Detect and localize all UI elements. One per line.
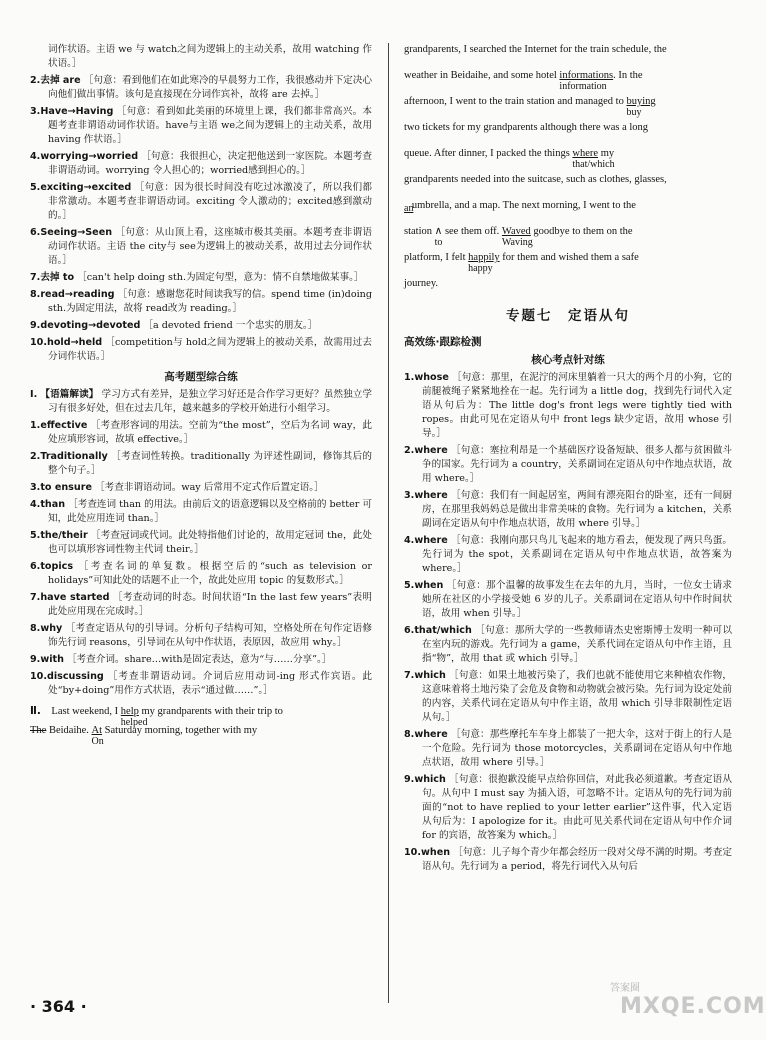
part1-lead bbox=[30, 388, 372, 416]
watermark-sub: 答案圈 bbox=[610, 983, 640, 994]
left-answer-item bbox=[30, 288, 372, 316]
left-answer-item-explanation: ［a devoted friend 一个忠实的朋友。］ bbox=[143, 320, 318, 331]
left-answer-item bbox=[30, 150, 372, 178]
part2-passage-start bbox=[30, 702, 372, 747]
left-answer-item-number: 10. bbox=[30, 337, 47, 348]
passage-line-10: journey. bbox=[404, 278, 439, 289]
left-answer-item-answer: 去掉 to bbox=[40, 272, 75, 283]
right-answer-item-answer: when bbox=[414, 580, 444, 591]
right-answer-item bbox=[404, 624, 732, 666]
passage-line-4: two tickets for my grandparents although there was a long bbox=[404, 122, 649, 133]
insertion-fix: to bbox=[434, 237, 443, 248]
correction-8 bbox=[468, 245, 500, 274]
passage-line-2b: . In the bbox=[613, 70, 643, 81]
right-answer-item-answer: whose bbox=[414, 372, 449, 383]
right-answer-item-explanation: ［句意：那里，在泥泞的河床里躺着一只大的两个月的小狗，它的前腿被绳子紧紧地拴在一起。先行词为 a little dog，找到先行词代入定语从句后为：The little dog's front legs were tightly tied with ropes。由此可见在定语从句中 front legs 缺少定语，故用 whose 引导。］ bbox=[422, 372, 732, 439]
left-answer-item-answer: Seeing→Seen bbox=[40, 227, 113, 238]
passage-line-8b: see them off. bbox=[444, 226, 500, 237]
correction-2-fix: On bbox=[91, 736, 104, 747]
correction-1 bbox=[120, 702, 148, 728]
left-answer-item-number: 7. bbox=[30, 272, 41, 283]
part1-answer-item-number: 8. bbox=[30, 623, 41, 634]
passage-line-9a: platform, I felt bbox=[404, 252, 466, 263]
right-answer-item-number: 3. bbox=[404, 490, 415, 501]
part1-answer-item-number: 6. bbox=[30, 561, 41, 572]
left-answer-item bbox=[30, 105, 372, 147]
part1-answer-item-number: 4. bbox=[30, 499, 41, 510]
passage-line-3a: afternoon, I went to the train station and managed to bbox=[404, 96, 624, 107]
column-divider bbox=[388, 43, 389, 1003]
part2-strike-word: The bbox=[30, 725, 47, 736]
right-answer-item-explanation: ［句意：我们有一间起居室，两间有漂亮阳台的卧室，还有一间厨房，在那里我妈妈总是做出非常美味的食物。先行词为 a kitchen，关系副词在定语从句中作地点状语，故用 where 引导。］ bbox=[422, 490, 732, 529]
part1-answer-item-explanation: ［考查介词。share…with是固定表达，意为“与……分享”。］ bbox=[66, 654, 332, 665]
left-answer-item-explanation: ［can't help doing sth.为固定句型，意为：情不自禁地做某事。］ bbox=[77, 272, 364, 283]
right-answer-item-number: 4. bbox=[404, 535, 415, 546]
passage-line-5a: queue. After dinner, I packed the things bbox=[404, 148, 570, 159]
correction-6-fix: an bbox=[404, 203, 414, 214]
correction-3-wrong: informations bbox=[559, 70, 614, 81]
part1-answer-item-answer: Traditionally bbox=[40, 451, 108, 462]
left-answer-item-number: 6. bbox=[30, 227, 41, 238]
left-answer-item-answer: 去掉 are bbox=[40, 75, 81, 86]
correction-7-fix: Waving bbox=[501, 237, 533, 248]
right-answer-item-number: 9. bbox=[404, 774, 415, 785]
left-answer-item-answer: exciting→excited bbox=[40, 182, 132, 193]
passage-line-1: grandparents, I searched the Internet for the train schedule, the bbox=[404, 44, 667, 55]
right-column bbox=[404, 43, 732, 877]
left-answer-item-answer: Have→Having bbox=[40, 106, 114, 117]
part2-s2b: Saturday morning, together with my bbox=[104, 725, 258, 736]
correction-3 bbox=[559, 63, 614, 92]
part1-answer-item-explanation: ［考查连词 than 的用法。由前后文的语意逻辑以及空格前的 better 可知，此处应用连词 than。］ bbox=[48, 499, 372, 524]
insertion-caret: ∧ bbox=[434, 226, 443, 237]
right-answer-item-explanation: ［句意：很抱歉没能早点给你回信，对此我必须道歉。考查定语从句。从句中 I must say 为插入语，可忽略不计。定语从句的先行词为前面的“not to have replied to your letter earlier”这件事，代入定语从句后为：I apologize for it。由此可见关系代词在定语从句中作介词 for 的宾语，故答案为 which。］ bbox=[422, 774, 732, 841]
passage-line-5b: my bbox=[600, 148, 615, 159]
correction-3-fix: information bbox=[559, 81, 607, 92]
left-answer-item-answer: worrying→worried bbox=[40, 151, 139, 162]
part1-answer-item bbox=[30, 670, 372, 698]
right-answer-item-answer: where bbox=[414, 445, 448, 456]
part2-passage-cont bbox=[404, 37, 732, 297]
right-answer-item-number: 5. bbox=[404, 580, 415, 591]
insertion-mark bbox=[434, 219, 443, 248]
part1-answer-item-answer: topics bbox=[40, 561, 74, 572]
correction-1-fix: helped bbox=[120, 717, 148, 728]
part1-answer-item-answer: the/their bbox=[40, 530, 88, 541]
part1-answer-item bbox=[30, 653, 372, 667]
part2-s1a: Last weekend, I bbox=[51, 706, 119, 717]
part1-answer-item-explanation: ［考查定语从句的引导词。分析句子结构可知，空格处所在句作定语修饰先行词 reasons，引导词在从句中作状语，表原因，故应用 why。］ bbox=[48, 623, 372, 648]
correction-5-fix: that/which bbox=[572, 159, 615, 170]
left-answer-list bbox=[30, 74, 372, 364]
part1-answer-item bbox=[30, 498, 372, 526]
correction-4 bbox=[626, 89, 656, 118]
right-answer-item-explanation: ［句意：儿子每个青少年都会经历一段对父母不满的时期。考查定语从句。先行词为 a period，将先行词代入从句后 bbox=[422, 847, 732, 872]
right-answer-item-number: 2. bbox=[404, 445, 415, 456]
section-title: 高考题型综合练 bbox=[164, 371, 238, 383]
part1-answer-item-number: 10. bbox=[30, 671, 47, 682]
left-answer-item-answer: hold→held bbox=[47, 337, 103, 348]
left-answer-item-number: 5. bbox=[30, 182, 41, 193]
correction-7 bbox=[501, 219, 533, 248]
left-answer-item bbox=[30, 74, 372, 102]
left-answer-item-explanation: ［句意：感谢您花时间读我写的信。spend time (in)doing sth.为固定用法，故将 read改为 reading。］ bbox=[48, 289, 372, 314]
right-answer-item bbox=[404, 444, 732, 486]
part1-lead-key: 【语篇解读】 bbox=[40, 389, 99, 400]
part1-answer-item-number: 3. bbox=[30, 482, 41, 493]
passage-line-8c: goodbye to them on the bbox=[533, 226, 633, 237]
passage-line-7: umbrella, and a map. The next morning, I went to the bbox=[411, 200, 636, 211]
correction-8-wrong: happily bbox=[468, 252, 500, 263]
correction-2-wrong: At bbox=[91, 725, 103, 736]
part1-answer-item-answer: with bbox=[40, 654, 64, 665]
right-answer-item-answer: which bbox=[414, 670, 446, 681]
right-answer-item bbox=[404, 669, 732, 725]
right-answer-item-number: 8. bbox=[404, 729, 415, 740]
part2-roman: Ⅱ. bbox=[30, 705, 41, 717]
correction-4-fix: buy bbox=[626, 107, 642, 118]
right-answer-item-explanation: ［句意：那所大学的一些教师请杰史密斯博士发明一种可以在室内玩的游戏。先行词为 a game，关系代词在定语从句中作主语，且指“物”，故用 that 或 which 引导。］ bbox=[422, 625, 733, 664]
right-answer-item-answer: where bbox=[414, 729, 448, 740]
right-answer-item-number: 6. bbox=[404, 625, 415, 636]
left-answer-item-explanation: ［competition与 hold之间为逻辑上的被动关系，故需用过去分词作状语。］ bbox=[48, 337, 372, 362]
correction-4-wrong: buying bbox=[626, 96, 656, 107]
left-answer-item-explanation: ［句意：因为很长时间没有吃过冰激凌了，所以我们都非常激动。本题考查非谓语动词。exciting 令人激动的；excited感到激动的。］ bbox=[48, 182, 373, 221]
part1-answer-item-explanation: ［考查动词的时态。时间状语“In the last few years”表明此处应用现在完成时。］ bbox=[48, 592, 372, 617]
part1-answer-item-explanation: ［考查冠词或代词。此处特指他们讨论的，故用定冠词 the，此处也可以填形容词性物主代词 their。］ bbox=[48, 530, 372, 555]
left-column bbox=[30, 43, 373, 747]
right-answer-item bbox=[404, 534, 732, 576]
part1-answer-item-number: 1. bbox=[30, 420, 41, 431]
part1-answer-item bbox=[30, 560, 372, 588]
part1-answer-list bbox=[30, 419, 372, 698]
right-answer-item-answer: which bbox=[414, 774, 446, 785]
part1-answer-item-explanation: ［考查非谓语动词。way 后常用不定式作后置定语。］ bbox=[95, 482, 324, 493]
right-answer-item-answer: that/which bbox=[414, 625, 472, 636]
right-answer-item-explanation: ［句意：我刚向那只鸟儿飞起来的地方看去，便发现了两只鸟蛋。先行词为 the spot，关系副词在定语从句中作地点状语，故答案为 where。］ bbox=[422, 535, 732, 574]
part1-answer-item bbox=[30, 450, 372, 478]
part1-answer-item-explanation: ［考查形容词的用法。空前为“the most”，空后为名词 way，此处应填形容词，故填 effective。］ bbox=[48, 420, 373, 445]
part1-answer-item-explanation: ［考查词性转换。traditionally 为评述性副词，修饰其后的整个句子。］ bbox=[48, 451, 372, 476]
left-answer-item bbox=[30, 181, 372, 223]
right-answer-item-answer: when bbox=[421, 847, 451, 858]
left-answer-item-number: 3. bbox=[30, 106, 41, 117]
right-answer-list bbox=[404, 371, 732, 874]
right-answer-item-number: 7. bbox=[404, 670, 415, 681]
left-intro-text: 词作状语。主语 we 与 watch之间为逻辑上的主动关系，故用 watching 作状语。］ bbox=[48, 44, 372, 69]
part1-lead-text: 学习方式有差异，是独立学习好还是合作学习更好？虽然独立学习有很多好处，但在过去几年，越来越多的学校开始进行小组学习。 bbox=[48, 389, 373, 414]
part2-s1b: my grandparents with their trip to bbox=[141, 706, 283, 717]
left-answer-item bbox=[30, 226, 372, 268]
correction-5-wrong: where bbox=[572, 148, 599, 159]
left-answer-item-answer: devoting→devoted bbox=[40, 320, 141, 331]
part1-answer-item bbox=[30, 481, 372, 495]
passage-line-6: grandparents needed into the suitcase, such as clothes, glasses, bbox=[404, 174, 667, 185]
right-answer-item-explanation: ［句意：塞拉利昂是一个基础医疗设备短缺、很多人都与贫困做斗争的国家。先行词为 a country，关系副词在定语从句中作地点状语，故用 where。］ bbox=[422, 445, 732, 484]
part1-answer-item-answer: discussing bbox=[47, 671, 104, 682]
part1-answer-item bbox=[30, 419, 372, 447]
part1-answer-item-answer: than bbox=[40, 499, 66, 510]
left-answer-item-explanation: ［句意：看到他们在如此寒冷的早晨努力工作，我很感动并下定决心向他们做出事情。该句是直接现在分词作宾补，故将 are 去掉。］ bbox=[48, 75, 372, 100]
part1-answer-item bbox=[30, 529, 372, 557]
passage-line-9b: for them and wished them a safe bbox=[502, 252, 639, 263]
watermark-logo: MXQE.COM bbox=[620, 994, 766, 1019]
left-answer-item-explanation: ［句意：看到如此美丽的环境里上课，我们都非常高兴。本题考查非谓语动词作状语。have与主语 we之间为逻辑上的主动关系，故用 having 作状语。］ bbox=[48, 106, 372, 145]
left-answer-item bbox=[30, 319, 372, 333]
correction-1-wrong: help bbox=[120, 706, 139, 717]
part1-answer-item-answer: effective bbox=[40, 420, 88, 431]
chapter-title: 专题七 定语从句 bbox=[506, 308, 630, 324]
part1-answer-item-number: 2. bbox=[30, 451, 41, 462]
part1-answer-item-number: 5. bbox=[30, 530, 41, 541]
page-number: · 364 · bbox=[30, 997, 87, 1016]
left-answer-item-number: 2. bbox=[30, 75, 41, 86]
part1-answer-item-answer: why bbox=[40, 623, 63, 634]
sub-head: 核心考点针对练 bbox=[531, 354, 605, 366]
right-answer-item-explanation: ［句意：如果土地被污染了，我们也就不能使用它来种植农作物，这意味着将土地污染了会危及食物和动物就会被污染。先行词为设定处前的内容，关系代词在定语从句中作主语，故用 which 引导非限制性定语从句。］ bbox=[422, 670, 732, 723]
correction-8-fix: happy bbox=[468, 263, 493, 274]
section-head: 高效练·跟踪检测 bbox=[404, 336, 482, 348]
left-answer-item-number: 4. bbox=[30, 151, 41, 162]
left-answer-item-explanation: ［句意：我很担心，决定把他送到一家医院。本题考查非谓语动词。worrying 令人担心的；worried感到担心的。］ bbox=[48, 151, 372, 176]
right-answer-item-number: 1. bbox=[404, 372, 415, 383]
passage-line-2a: weather in Beidaihe, and some hotel bbox=[404, 70, 557, 81]
right-answer-item bbox=[404, 773, 732, 843]
right-answer-item-answer: where bbox=[414, 535, 448, 546]
left-answer-item bbox=[30, 271, 372, 285]
right-answer-item bbox=[404, 579, 732, 621]
part1-answer-item bbox=[30, 622, 372, 650]
right-answer-item bbox=[404, 371, 732, 441]
left-answer-item-explanation: ［句意：从山顶上看，这座城市极其美丽。本题考查非谓语动词作状语。主语 the city与 see为逻辑上的被动关系，故用过去分词作状语。］ bbox=[48, 227, 372, 266]
left-answer-item bbox=[30, 336, 372, 364]
part1-answer-item-number: 9. bbox=[30, 654, 41, 665]
left-answer-item-number: 9. bbox=[30, 320, 41, 331]
left-answer-item-number: 8. bbox=[30, 289, 41, 300]
part1-roman: Ⅰ. bbox=[30, 389, 38, 400]
left-answer-item-answer: read→reading bbox=[40, 289, 115, 300]
part1-answer-item-explanation: ［考查非谓语动词。介词后应用动词-ing 形式作宾语。此处“by+doing”用作方式状语，表示“通过做……”。］ bbox=[48, 671, 372, 696]
correction-2 bbox=[91, 721, 104, 747]
passage-line-8a: station bbox=[404, 226, 432, 237]
right-answer-item-number: 10. bbox=[404, 847, 421, 858]
part1-answer-item-answer: have started bbox=[40, 592, 110, 603]
right-answer-item-explanation: ［句意：那个温馨的故事发生在去年的九月，当时，一位女士请求她所在社区的小学接受她 6 岁的儿子。关系副词在定语从句中作时间状语，故用 when 引导。］ bbox=[422, 580, 732, 619]
correction-7-wrong: Waved bbox=[501, 226, 531, 237]
part2-s2a: Beidaihe. bbox=[48, 725, 89, 736]
right-answer-item-explanation: ［句意：那些摩托车车身上都装了一把大伞，这对于街上的行人是一个危险。先行词为 those motorcycles，关系副词在定语从句中作地点状语，故用 where 引导。］ bbox=[422, 729, 732, 768]
right-answer-item-answer: where bbox=[414, 490, 448, 501]
part1-answer-item-explanation: ［考查名词的单复数。根据空后的“such as television or holidays”可知此处的话题不止一个，故此处应用 topic 的复数形式。］ bbox=[48, 561, 372, 586]
part1-answer-item bbox=[30, 591, 372, 619]
right-answer-item bbox=[404, 489, 732, 531]
right-answer-item bbox=[404, 728, 732, 770]
part1-answer-item-number: 7. bbox=[30, 592, 41, 603]
right-answer-item bbox=[404, 846, 732, 874]
part1-answer-item-answer: to ensure bbox=[40, 482, 92, 493]
